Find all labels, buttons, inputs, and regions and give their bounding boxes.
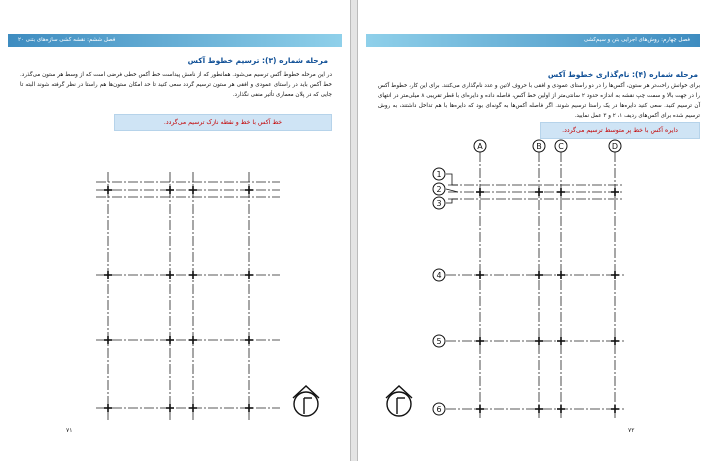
axis-label-4: 4 xyxy=(436,271,442,280)
axis-label-C: C xyxy=(558,142,564,151)
left-paragraph: در این مرحله خطوط آکس ترسیم می‌شود. همانطور که از نامش پیداست خط آکس خطی فرضی است که از وسط هر ستون می‌گذرد. خط آکس باید در راستای عمودی و افقی هر ستون ترسیم گردد سعی کنید تا حد امکان ستون‌ها هم راستا در نظر گرفته شوند البته تا جایی که در پلان معماری تأثیر منفی نگذارد. xyxy=(20,72,332,98)
right-north-arrow-icon xyxy=(386,386,412,416)
right-header-text: فصل چهارم: روش‌های اجرایی بتن و سیم‌کشی xyxy=(583,37,690,43)
left-section-title: مرحله شماره (۳): ترسیم خطوط آکس xyxy=(187,56,328,65)
left-header-text: فصل ششم: نقشه کشی سازه‌های بتنی ۲۰ xyxy=(18,37,116,43)
right-page-number: ۷۲ xyxy=(628,427,635,434)
right-section-title: مرحله شماره (۴): نام‌گذاری خطوط آکس xyxy=(547,70,698,79)
left-axis-grid-drawing xyxy=(0,0,350,461)
right-page xyxy=(358,0,708,461)
book-gutter xyxy=(350,0,358,461)
right-axis-grid-drawing xyxy=(358,0,708,461)
axis-label-6: 6 xyxy=(436,405,442,414)
right-paragraph: برای خوانش راحت‌تر هر ستون، آکس‌ها را در دو راستای عمودی و افقی با حروف لاتین و عدد نام‌گذاری می‌کنند. برای این کار، خطوط آکس را در جهت بالا و سمت چپ نقشه به اندازه حدود ۲ سانتی‌متر از اولین خط آکس، فاصله داده و دایره‌ای با قطر تقریبی ۸ میلی‌متر در انتهای آن ترسیم کنید. سعی کنید دایره‌ها در یک راستا ترسیم شوند. اگر فاصله آکس‌ها به گونه‌ای بود که دایره‌ها با هم تداخل داشتند، به روش ترسیم شده برای آکس‌های ردیف ۱، ۲ و ۳ عمل نمایید. xyxy=(378,83,700,119)
left-north-arrow-icon xyxy=(293,386,319,416)
axis-label-1: 1 xyxy=(436,170,442,179)
left-note-box: خط آکس با خط و نقطه نازک ترسیم می‌گردد. xyxy=(114,114,332,131)
axis-label-B: B xyxy=(536,142,542,151)
right-note-box: دایره آکس با خط پر متوسط ترسیم می‌گردد. xyxy=(540,122,700,139)
axis-label-3: 3 xyxy=(436,199,442,208)
left-page-number: ۷۱ xyxy=(66,427,73,434)
axis-label-2: 2 xyxy=(436,185,442,194)
axis-label-A: A xyxy=(477,142,483,151)
axis-label-5: 5 xyxy=(436,337,442,346)
left-page xyxy=(0,0,350,461)
axis-label-D: D xyxy=(611,142,619,151)
